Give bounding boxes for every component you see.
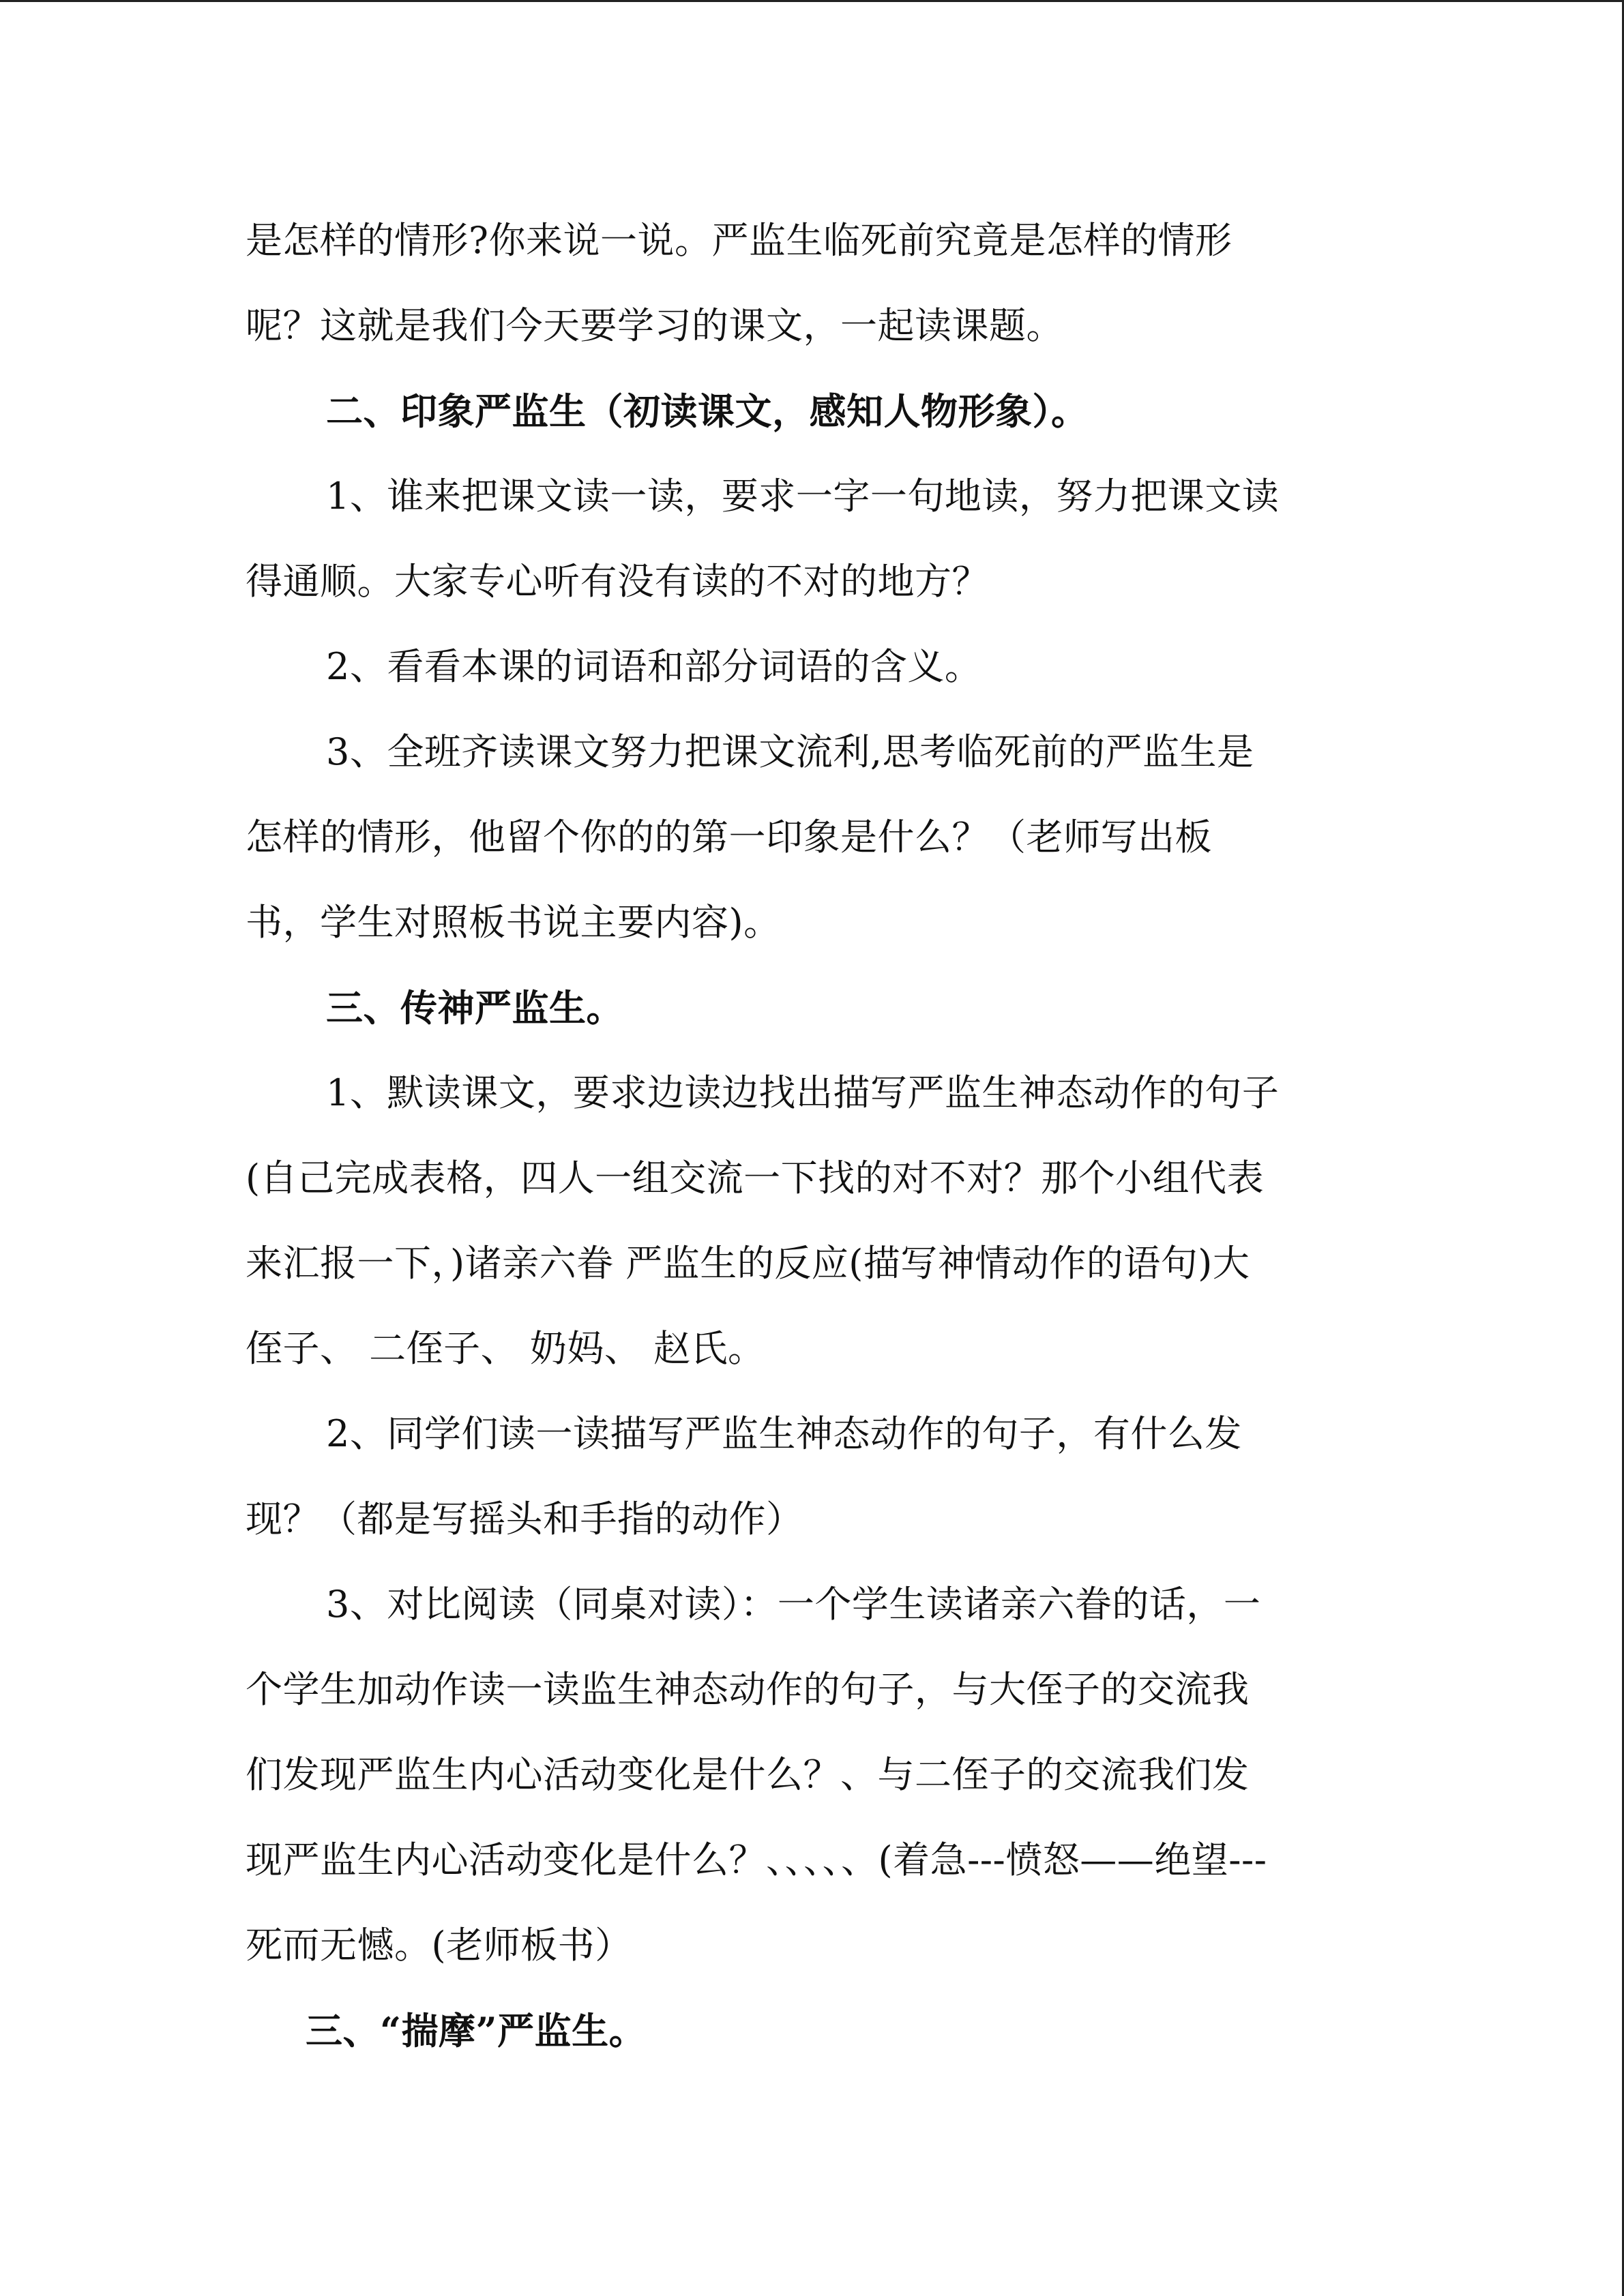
body-text-line: 书，学生对照板书说主要内容)。 (246, 901, 781, 944)
body-text-line: 们发现严监生内心活动变化是什么？、与二侄子的交流我们发 (246, 1753, 1250, 1796)
body-text-line: 得通顺。大家专心听有没有读的不对的地方？ (246, 560, 989, 603)
list-item-text: 3、全班齐读课文努力把课文流利,思考临死前的严监生是 (326, 730, 1254, 773)
body-text-line: 个学生加动作读一读监生神态动作的句子，与大侄子的交流我 (246, 1668, 1250, 1711)
section-heading: 三、“揣摩”严监生。 (306, 2009, 647, 2053)
body-text-line: 死而无憾。(老师板书） (246, 1924, 632, 1967)
list-item-text: 1、默读课文，要求边读边找出描写严监生神态动作的句子 (326, 1071, 1280, 1114)
body-text-line: 现？（都是写摇头和手指的动作） (246, 1497, 803, 1540)
body-text-line: 来汇报一下，)诸亲六眷 严监生的反应(描写神情动作的语句)大 (246, 1242, 1250, 1285)
list-item-text: 1、谁来把课文读一读，要求一字一句地读，努力把课文读 (326, 475, 1280, 518)
section-heading: 二、印象严监生（初读课文，感知人物形象）。 (326, 389, 1089, 433)
body-text-line: 怎样的情形，他留个你的的第一印象是什么？（老师写出板 (246, 816, 1212, 859)
list-item-text: 2、同学们读一读描写严监生神态动作的句子，有什么发 (326, 1412, 1242, 1455)
body-text-line: 侄子、 二侄子、 奶妈、 赵氏。 (246, 1327, 765, 1370)
body-text-line: 现严监生内心活动变化是什么？、、、、、(着急---愤怒——绝望--- (246, 1838, 1267, 1881)
list-item-text: 3、对比阅读（同桌对读）：一个学生读诸亲六眷的话，一 (326, 1583, 1261, 1626)
body-text-line: 是怎样的情形?你来说一说。严监生临死前究竟是怎样的情形 (246, 219, 1232, 262)
list-item-text: 2、看看本课的词语和部分词语的含义。 (326, 645, 982, 688)
body-text-line: (自己完成表格，四人一组交流一下找的对不对？那个小组代表 (246, 1157, 1265, 1199)
section-heading: 三、传神严监生。 (326, 986, 623, 1030)
body-text-line: 呢？这就是我们今天要学习的课文，一起读课题。 (246, 304, 1063, 347)
